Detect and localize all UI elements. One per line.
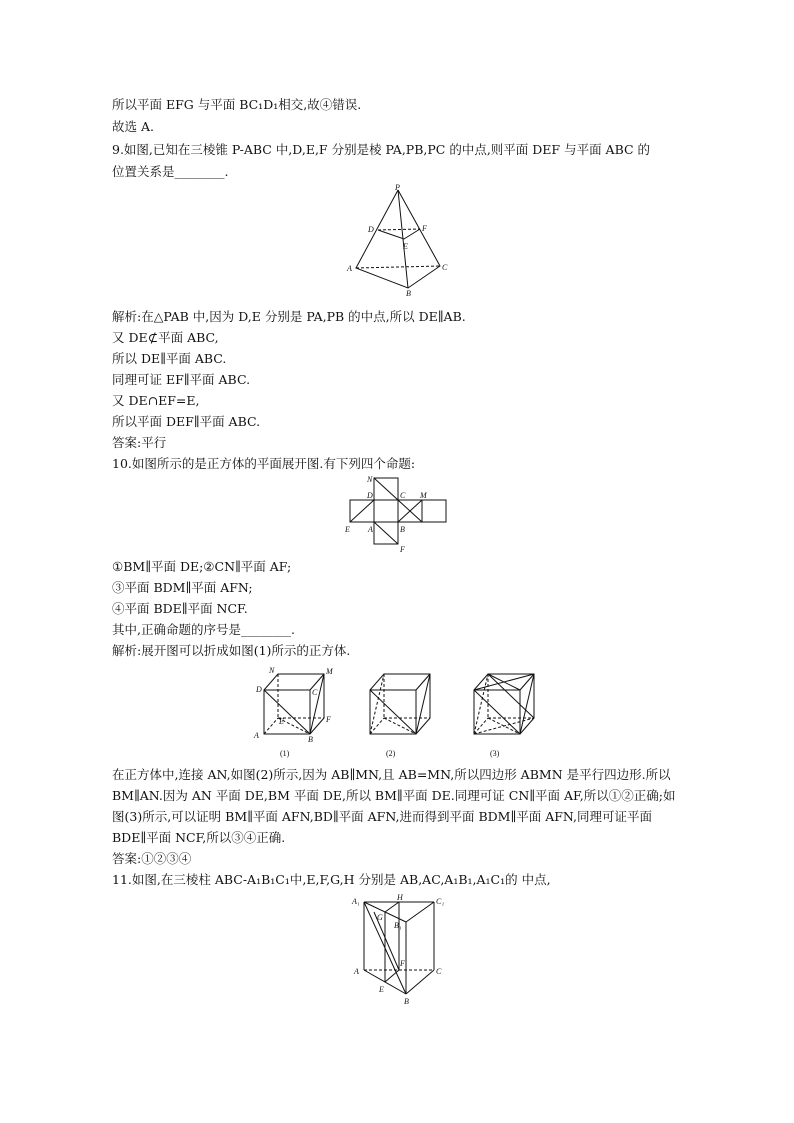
cube-1 — [253, 666, 334, 758]
proposition-line4: 其中,正确命题的序号是________. — [112, 622, 295, 637]
solution-9-line1: 解析:在△PAB 中,因为 D,E 分别是 PA,PB 的中点,所以 DE∥AB. — [112, 309, 466, 324]
prism-label-A1: A₁ — [352, 897, 360, 906]
text-line: 所以平面 EFG 与平面 BC₁D₁相交,故④错误. — [112, 97, 362, 112]
solution-9-line3: 所以 DE∥平面 ABC. — [112, 351, 227, 366]
answer-9: 答案:平行 — [112, 435, 167, 450]
solution-9-line4: 同理可证 EF∥平面 ABC. — [112, 372, 251, 387]
net-label-E: E — [345, 525, 350, 534]
label-D: D — [368, 225, 374, 234]
net-label-N: N — [367, 475, 373, 484]
net-label-C: C — [400, 491, 406, 500]
caption-3: (3) — [490, 749, 500, 758]
question-9-line2: 位置关系是________. — [112, 164, 229, 179]
solution-9-line2: 又 DE⊄平面 ABC, — [112, 330, 219, 345]
net-label-A: A — [368, 525, 373, 534]
caption-1: (1) — [280, 749, 290, 758]
question-9-line1: 9.如图,已知在三棱锥 P-ABC 中,D,E,F 分别是棱 PA,PB,PC 的中点,则平面 DEF 与平面 ABC 的 — [112, 142, 651, 157]
cube1-label-M: M — [326, 667, 333, 676]
prism-label-E: E — [379, 985, 384, 994]
answer-10: 答案:①②③④ — [112, 851, 192, 866]
cube1-label-C: C — [312, 688, 318, 697]
prism-label-G: G — [377, 913, 383, 922]
cube1-label-E: E — [279, 717, 284, 726]
prism-label-C1: C₁ — [436, 897, 445, 906]
cube1-label-A: A — [254, 731, 259, 740]
solution-9-line5: 又 DE∩EF=E, — [112, 393, 200, 408]
cube-net-figure — [340, 474, 452, 556]
label-A: A — [347, 264, 352, 273]
net-label-D: D — [367, 491, 373, 500]
prism-label-B: B — [404, 997, 409, 1006]
caption-2: (2) — [386, 749, 396, 758]
proposition-line3: ④平面 BDE∥平面 NCF. — [112, 601, 248, 616]
solution-10-paragraph: 在正方体中,连接 AN,如图(2)所示,因为 AB∥MN,且 AB=MN,所以四边形 ABMN 是平行四边形.所以 BM∥AN.因为 AN 平面 DE,BM 平面 DE,所以 BM∥平面 DE.同理可证 CN∥平面 AF,所以①②正确;如图(3)所示,可以证明 BM∥平面 AFN,BD∥平面 AFN,进而得到平面 BDM∥平面 AFN,同理可证平面 BDE∥平面 NCF,所以③④正确. — [112, 767, 676, 845]
text-line: 故选 A. — [112, 119, 154, 134]
cube-3 — [474, 674, 534, 758]
label-B: B — [406, 289, 411, 296]
prism-figure — [344, 892, 454, 1006]
cube1-label-F: F — [326, 715, 331, 724]
question-10-line: 10.如图所示的是正方体的平面展开图.有下列四个命题: — [112, 456, 416, 471]
cube1-label-N: N — [269, 666, 275, 675]
cube1-label-D: D — [256, 685, 262, 694]
prism-label-B1: B₁ — [394, 921, 402, 930]
solution-10-line1: 解析:展开图可以折成如图(1)所示的正方体. — [112, 643, 351, 658]
label-E: E — [403, 242, 408, 251]
solution-9-line6: 所以平面 DEF∥平面 ABC. — [112, 414, 261, 429]
question-11-line: 11.如图,在三棱柱 ABC-A₁B₁C₁中,E,F,G,H 分别是 AB,AC,A₁B₁,A₁C₁的 中点, — [112, 872, 551, 887]
cube-2 — [370, 674, 430, 758]
prism-label-A: A — [354, 967, 359, 976]
label-P: P — [395, 184, 400, 192]
label-F: F — [422, 224, 427, 233]
proposition-line2: ③平面 BDM∥平面 AFN; — [112, 580, 253, 595]
net-label-M: M — [420, 491, 427, 500]
net-label-B: B — [400, 525, 405, 534]
prism-label-H: H — [397, 893, 403, 902]
proposition-line1: ①BM∥平面 DE;②CN∥平面 AF; — [112, 559, 292, 574]
prism-label-F: F — [400, 959, 405, 968]
net-label-F: F — [400, 545, 405, 554]
label-C: C — [442, 263, 448, 272]
pyramid-figure — [340, 184, 460, 296]
cube1-label-B: B — [308, 735, 313, 744]
cubes-figure — [248, 660, 548, 764]
prism-label-C: C — [436, 967, 442, 976]
